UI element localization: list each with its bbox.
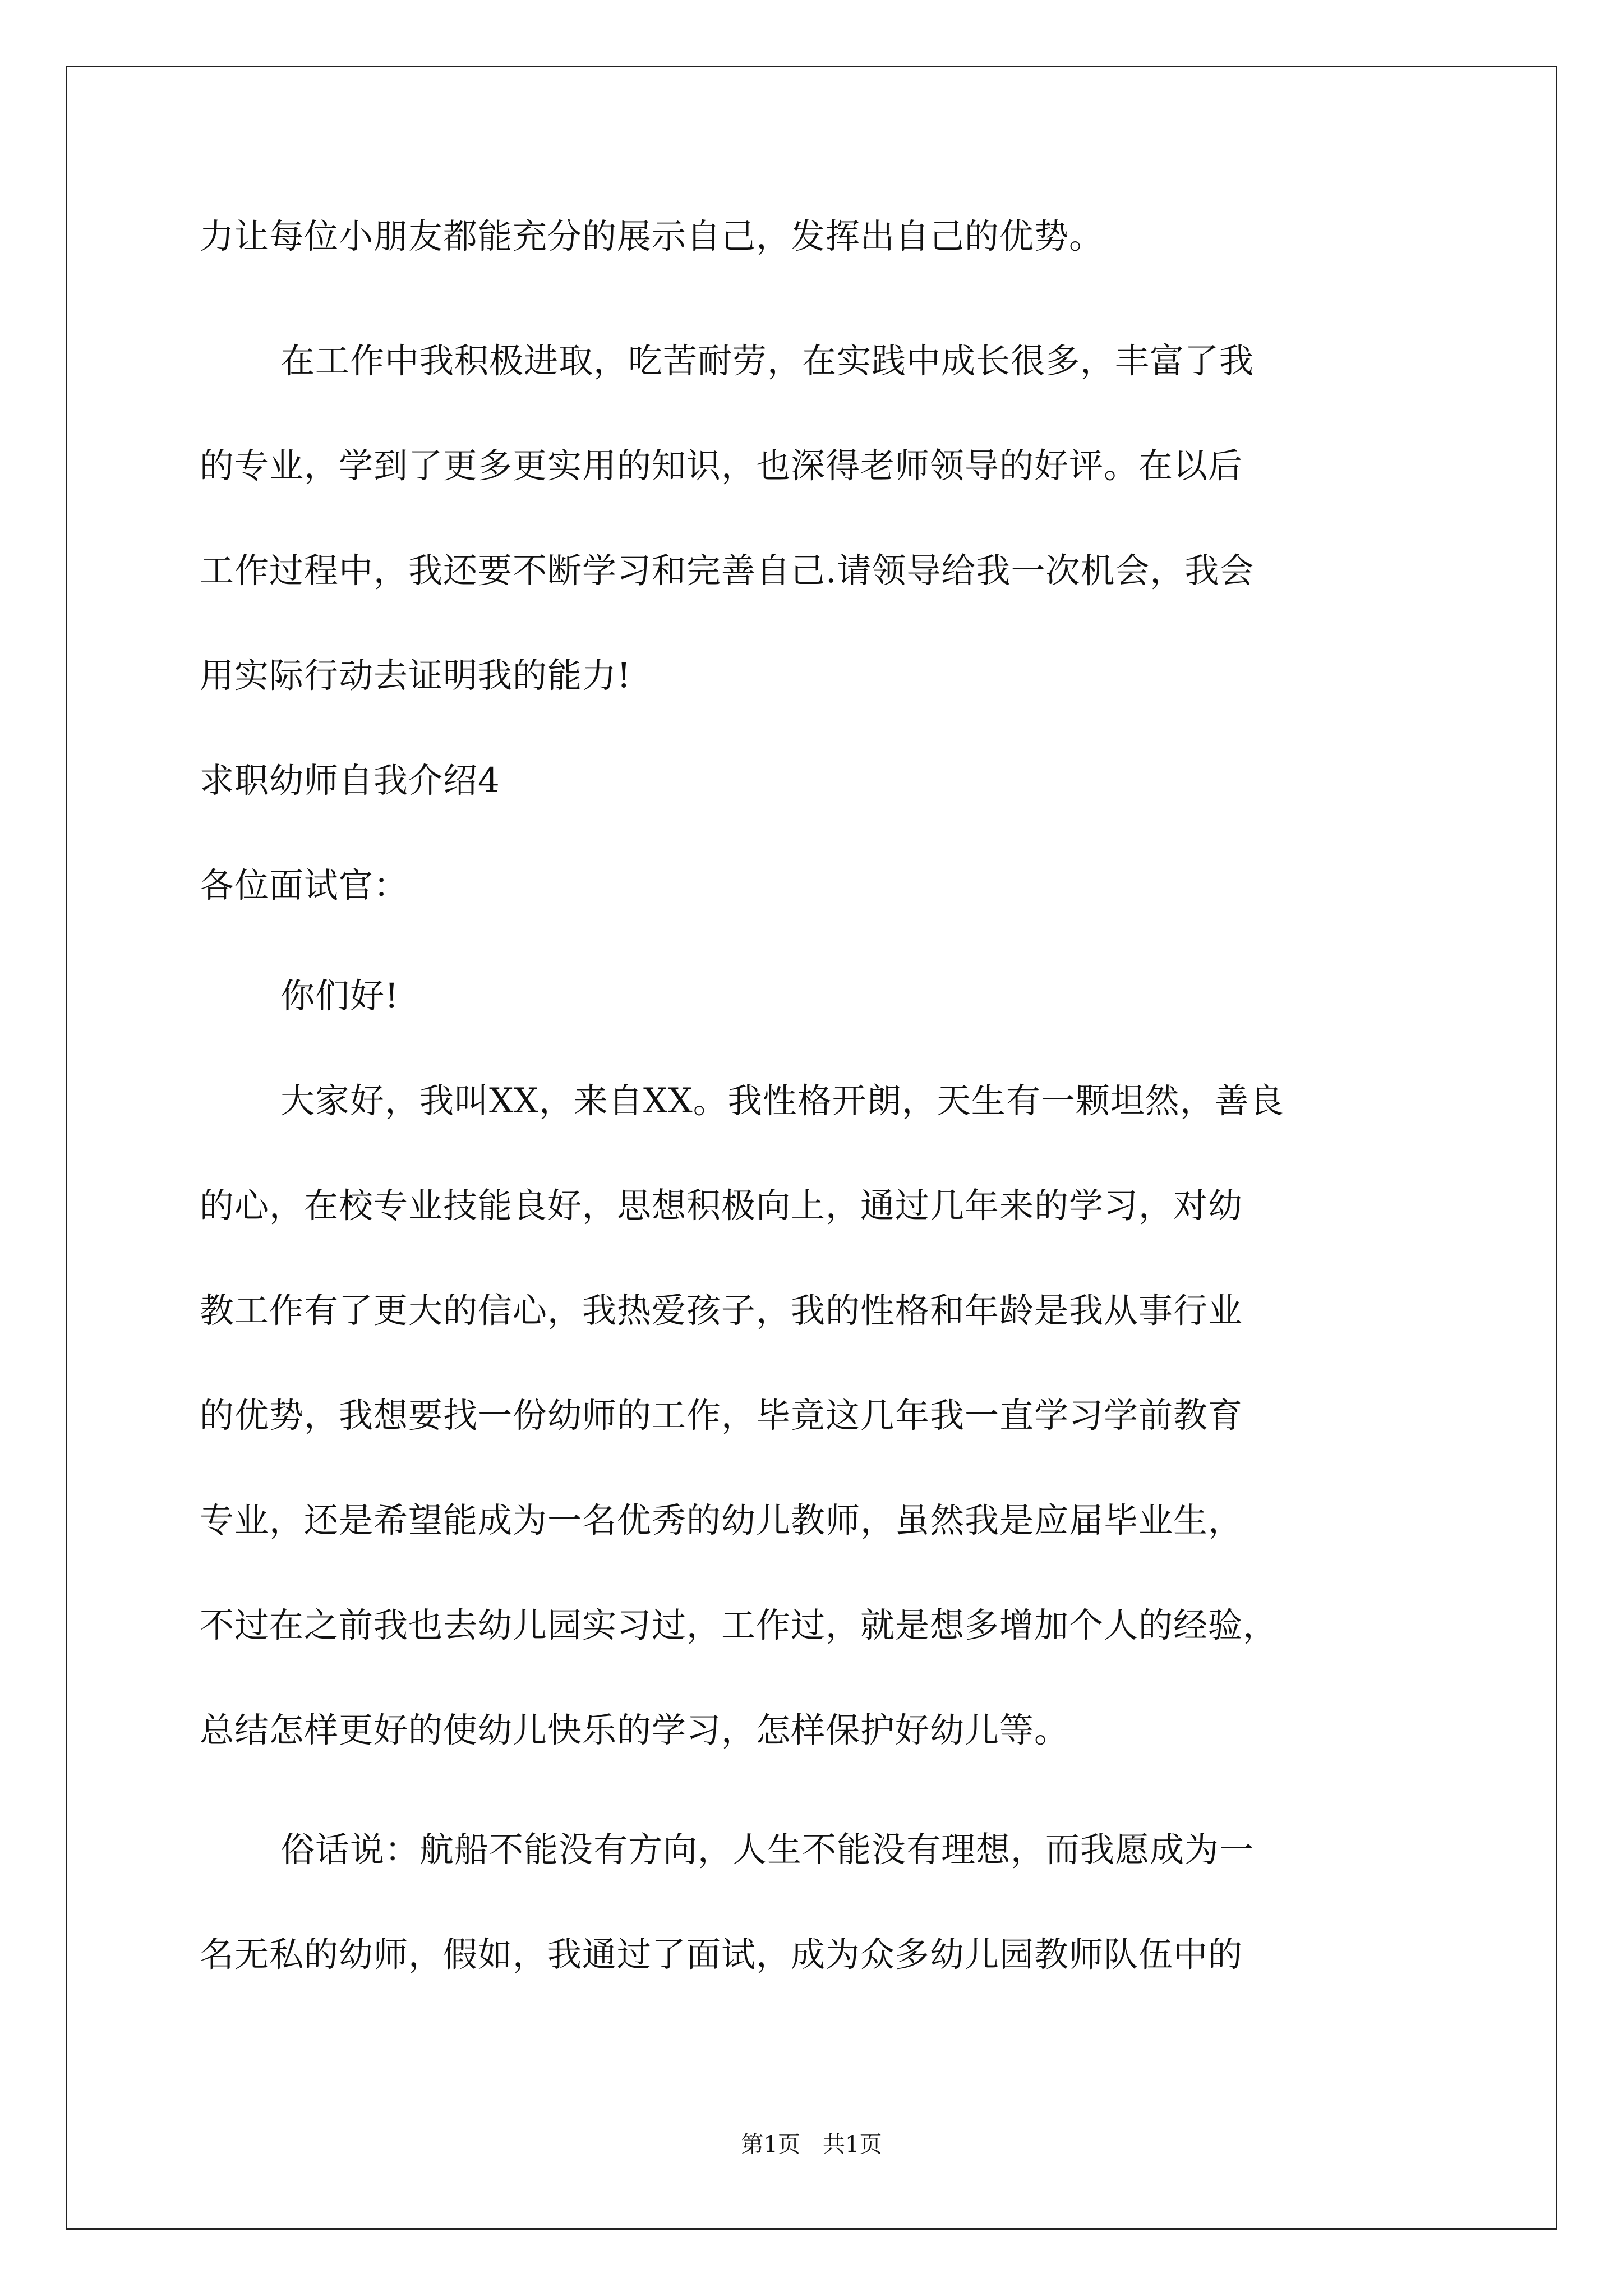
text-line: 专业，还是希望能成为一名优秀的幼儿教师，虽然我是应届毕业生， (200, 1501, 1243, 1540)
text-line: 力让每位小朋友都能充分的展示自己，发挥出自己的优势。 (200, 217, 1104, 256)
salutation: 各位面试官： (200, 866, 409, 905)
text-line: 总结怎样更好的使幼儿快乐的学习，怎样保护好幼儿等。 (200, 1710, 1069, 1750)
text-line: 教工作有了更大的信心，我热爱孩子，我的性格和年龄是我从事行业 (200, 1291, 1243, 1331)
text-line: 俗话说：航船不能没有方向，人生不能没有理想，而我愿成为一 (280, 1830, 1255, 1870)
text-line: 工作过程中，我还要不断学习和完善自己.请领导给我一次机会，我会 (200, 551, 1255, 591)
greeting: 你们好! (280, 976, 399, 1016)
page-footer: 第1页 共1页 (741, 2132, 882, 2157)
text-line: 用实际行动去证明我的能力! (200, 656, 631, 696)
text-line: 的心，在校专业技能良好，思想积极向上，通过几年来的学习，对幼 (200, 1186, 1243, 1226)
text-line: 不过在之前我也去幼儿园实习过，工作过，就是想多增加个人的经验， (200, 1605, 1278, 1645)
page-border (66, 66, 1557, 2230)
text-line: 的优势，我想要找一份幼师的工作，毕竟这几年我一直学习学前教育 (200, 1396, 1243, 1435)
text-line: 在工作中我积极进取，吃苦耐劳，在实践中成长很多，丰富了我 (280, 341, 1255, 381)
text-line: 名无私的幼师，假如，我通过了面试，成为众多幼儿园教师队伍中的 (200, 1935, 1243, 1975)
text-line: 的专业，学到了更多更实用的知识，也深得老师领导的好评。在以后 (200, 446, 1243, 486)
section-heading: 求职幼师自我介绍4 (200, 761, 500, 800)
text-line: 大家好，我叫XX，来自XX。我性格开朗，天生有一颗坦然，善良 (280, 1081, 1284, 1121)
